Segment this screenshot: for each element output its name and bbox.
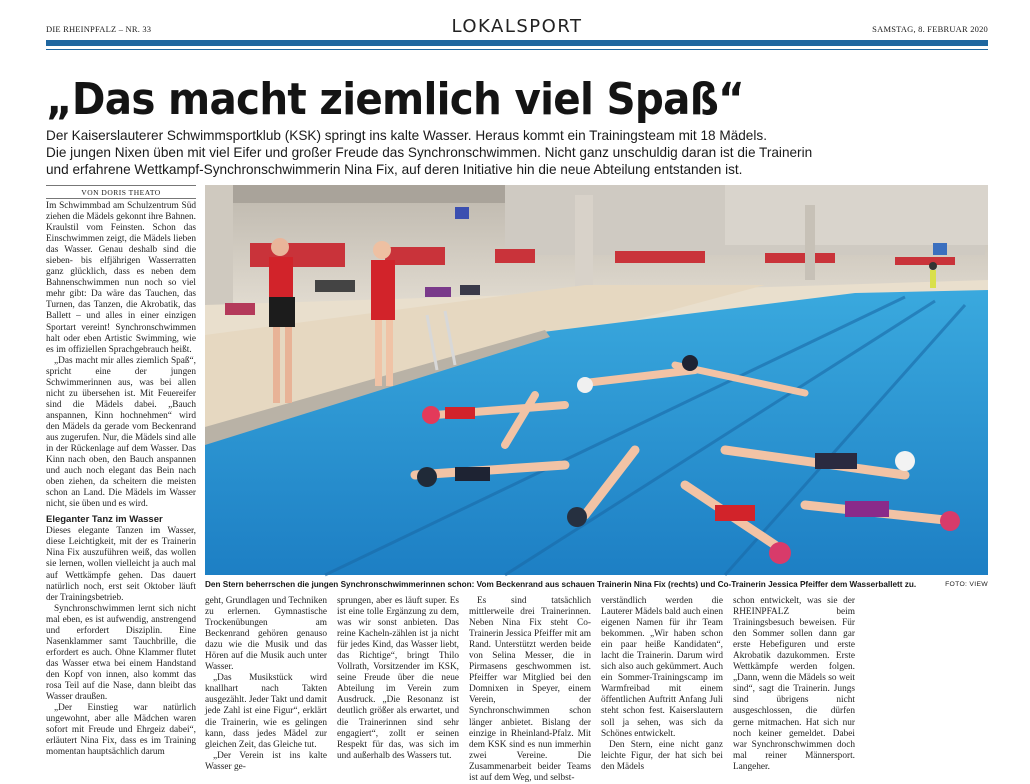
paragraph: „Das macht mir alles ziemlich Spaß“, spricht eine der jungen Schwimmerinnen aus, was bei allen nicht zu übersehen ist. Mit Feuereifer sind die Mädels dabei. „Bauch anspannen, Kinn hochnehmen“ wird den Mädels da gerade vom Beckenrand aus zugerufen. Nur, die Mädels sind alle in der Rückenlage auf dem Wasser. Das Kinn nach oben, den Bauch anspannen und auch noch elegant das Bein nach oben ziehen, da scheitern die meisten schon an Land. Die Mädels im Wasser nicht, sie üben und es wird. xyxy=(46,355,196,510)
text-column-4 xyxy=(469,596,591,783)
byline: VON DORIS THEATO xyxy=(81,188,161,197)
text-column-5 xyxy=(601,596,723,772)
lead-line: Die jungen Nixen üben mit viel Eifer und großer Freude das Synchronschwimmen. Nicht ganz unschuldig daran ist die Trainerin xyxy=(46,145,813,160)
paragraph: Dieses elegante Tanzen im Wasser, diese Leichtigkeit, mit der es Trainerin Nina Fix auszuführen weiß, das wollen sie lernen, wollen vielleicht ja auch mal auf Wettkämpfe gehen. Das dauert natürlich noch, erst seit Oktober läuft der Trainingsbetrieb. xyxy=(46,526,196,603)
newspaper-name: DIE RHEINPFALZ – NR. 33 xyxy=(46,24,152,34)
paragraph: Es sind tatsächlich mittlerweile drei Trainerinnen. Neben Nina Fix steht Co-Trainerin Jessica Pfeiffer mit am Rand. Unterstützt werden beide von Selina Messer, die in Pirmasens geschwommen ist. Pfeiffer war Mitglied bei den Domnixen in Speyer, einem Verein, der Synchronschwimmen schon länger anbietet. Bislang der einzige in Rheinland-Pfalz. Mit dem KSK sind es nun immerhin zwei Vereine. Die Zusammenarbeit beider Teams ist auf dem Weg, und selbst- xyxy=(469,596,591,783)
article-photo xyxy=(205,185,988,575)
paragraph: „Der Verein ist ins kalte Wasser ge- xyxy=(205,750,327,772)
issue-date: SAMSTAG, 8. FEBRUAR 2020 xyxy=(872,24,988,34)
paragraph: Den Stern, eine nicht ganz leichte Figur, der hat sich bei den Mädels xyxy=(601,739,723,772)
paragraph: geht, Grundlagen und Techniken zu erlernen. Gymnastische Trockenübungen am Beckenrand gehören genauso dazu wie die Musik und das Hören auf die Musik auch unter Wasser. xyxy=(205,596,327,673)
paragraph: Synchronschwimmen lernt sich nicht mal eben, es ist aufwendig, anstrengend und erfordert Disziplin. Eine Nasenklammer samt Tauchbrille, die erfordert es auch. Ohne Klammer flutet das Wasser etwa bei einem Handstand den Kopf von innen, also kommt das rosa Teil auf die Nase, dann bleibt das Wasser draußen. xyxy=(46,603,196,703)
text-column-3 xyxy=(337,596,459,761)
paragraph: schon entwickelt, was sie der RHEINPFALZ beim Trainingsbesuch beweisen. Für den Sommer sollen dann gar erste Hebefiguren und erste Akrobatik dazukommen. Erste Wettkämpfe werden folgen. „Dann, wenn die Mädels so weit sind“, sagt die Trainerin. Jungs sind übrigens nicht ausgeschlossen, die dürfen gerne mitmachen. Hat sich nur noch keiner gemeldet. Dabei war Synchronschwimmen doch mal reiner Männersport. Langeher. xyxy=(733,596,855,772)
photo-credit: FOTO: VIEW xyxy=(945,581,988,588)
byline-rule xyxy=(46,198,196,199)
paragraph: „Der Einstieg war natürlich ungewohnt, aber alle Mädchen waren sofort mit Freude und Ehrgeiz dabei“, erläutert Nina Fix, dass es im Training momentan hauptsächlich darum xyxy=(46,703,196,758)
paragraph: sprungen, aber es läuft super. Es ist eine tolle Ergänzung zu dem, was wir sonst anbieten. Das reine Kacheln-zählen ist ja nicht für jedes Kind, das Wasser liebt, das Richtige“, bringt Thilo Vollrath, Vorsitzender im KSK, seine Freude über die neue Abteilung im Verein zum Ausdruck. „Die Resonanz ist deutlich größer als erwartet, und die Trainerinnen sind sehr engagiert“, zollt er seinen Respekt für das, was sich im und außerhalb des Wassers tut. xyxy=(337,596,459,761)
paragraph: „Das Musikstück wird knallhart nach Takten ausgezählt. Jeder Takt und damit jede Zahl ist eine Figur“, erklärt die Trainerin, wie es gelingen kann, dass jedes Mädel zur gleichen Zeit, das Gleiche tut. xyxy=(205,673,327,750)
paragraph: verständlich werden die Lauterer Mädels bald auch einen eigenen Namen für ihr Team bekommen. „Wir haben schon ein paar heiße Kandidaten“, lacht die Trainerin. Darum wird sich also auch gekümmert. Auch ein Sommer-Trainingscamp im Warmfreibad mit einem öffentlichen Auftritt Anfang Juli steht schon fest. Kaiserslautern soll ja sehen, was sich da Schönes entwickelt. xyxy=(601,596,723,739)
lead-line: und erfahrene Wettkampf-Synchronschwimmerin Nina Fix, auf deren Initiative hin die neue Abteilung entstanden ist. xyxy=(46,162,743,177)
article-lead xyxy=(46,127,946,178)
subheading: Eleganter Tanz im Wasser xyxy=(46,514,163,526)
caption-text: Den Stern beherrschen die jungen Synchronschwimmerinnen schon: Vom Beckenrand aus schauen Trainerin Nina Fix (rechts) und Co-Trainerin Jessica Pfeiffer dem Wasserballett zu. xyxy=(205,580,917,589)
pool-training-photo xyxy=(205,185,988,575)
text-column-6 xyxy=(733,596,855,772)
masthead-thin-rule xyxy=(46,49,988,50)
photo-caption xyxy=(205,579,988,590)
section-title: LOKALSPORT xyxy=(451,16,583,37)
text-column-1 xyxy=(46,201,196,758)
lead-line: Der Kaiserslauterer Schwimmsportklub (KSK) springt ins kalte Wasser. Heraus kommt ein Trainingsteam mit 18 Mädels. xyxy=(46,128,767,143)
masthead-rule xyxy=(46,40,988,46)
paragraph: Im Schwimmbad am Schulzentrum Süd ziehen die Mädels gekonnt ihre Bahnen. Kraulstil vom Feinsten. Schon das Einschwimmen zeigt, die Mädels lieben das Wasser. Genau deshalb sind die sieben- bis elfjährigen Wasserratten ganz glücklich, dass es neben dem Bahnenschwimmen nun noch so viel mehr gibt: Da wäre das Tauchen, das Turnen, das Tanzen, die Akrobatik, das Ballett – und alles in einer einzigen Sportart vereint! Synchronschwimmen halt oder eben Artistic Swimming, wie es im offiziellen Sprachgebrauch heißt. xyxy=(46,201,196,355)
text-column-2 xyxy=(205,596,327,772)
article-headline: „Das macht ziemlich viel Spaß“ xyxy=(46,74,744,125)
byline-rule xyxy=(46,185,196,186)
